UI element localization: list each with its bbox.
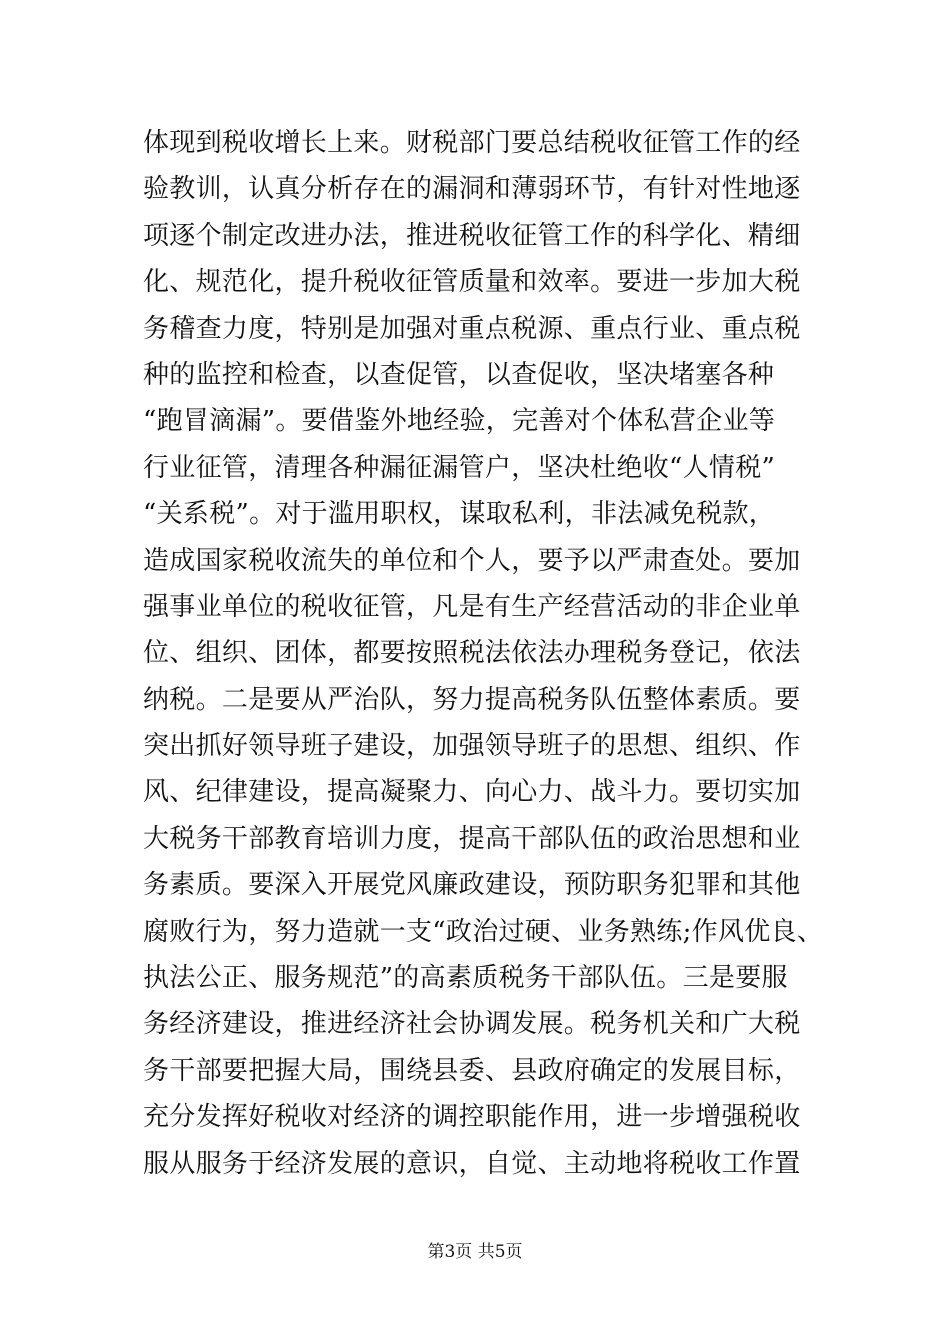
text-line: 纳税。二是要从严治队，努力提高税务队伍整体素质。要 [143, 684, 801, 715]
text-line: 务干部要把握大局，围绕县委、县政府确定的发展目标， [143, 1055, 801, 1086]
text-line: 执法公正、服务规范”的高素质税务干部队伍。三是要服 [143, 963, 788, 994]
text-line: 充分发挥好税收对经济的调控职能作用，进一步增强税收 [143, 1102, 801, 1133]
text-line: 突出抓好领导班子建设，加强领导班子的思想、组织、作 [143, 731, 801, 762]
text-line: “关系税”。对于滥用职权，谋取私利，非法减免税款， [143, 499, 776, 530]
text-line: 服从服务于经济发展的意识，自觉、主动地将税收工作置 [143, 1148, 801, 1179]
text-line: 强事业单位的税收征管，凡是有生产经营活动的非企业单 [143, 591, 801, 622]
text-line: 大税务干部教育培训力度，提高干部队伍的政治思想和业 [143, 823, 801, 854]
text-line: 行业征管，清理各种漏征漏管户，坚决杜绝收“人情税” [143, 452, 776, 483]
text-line: 腐败行为，努力造就一支“政治过硬、业务熟练;作风优良、 [143, 916, 824, 947]
text-line: 体现到税收增长上来。财税部门要总结税收征管工作的经 [143, 128, 801, 158]
text-line: 化、规范化，提升税收征管质量和效率。要进一步加大税 [143, 267, 801, 298]
body-text [143, 120, 843, 1187]
text-line: 造成国家税收流失的单位和个人，要予以严肃查处。要加 [143, 545, 801, 576]
text-line: 种的监控和检查，以查促管，以查促收，坚决堵塞各种 [143, 359, 775, 390]
page-number-footer: 第3页 共5页 [427, 1242, 523, 1262]
text-line: 务稽查力度，特别是加强对重点税源、重点行业、重点税 [143, 313, 801, 344]
text-line: “跑冒滴漏”。要借鉴外地经验，完善对个体私营企业等 [143, 406, 776, 437]
text-line: 务素质。要深入开展党风廉政建设，预防职务犯罪和其他 [143, 870, 801, 901]
text-line: 验教训，认真分析存在的漏洞和薄弱环节，有针对性地逐 [143, 174, 801, 205]
text-line: 位、组织、团体，都要按照税法依法办理税务登记，依法 [143, 638, 801, 669]
text-line: 风、纪律建设，提高凝聚力、向心力、战斗力。要切实加 [143, 777, 801, 808]
text-line: 项逐个制定改进办法，推进税收征管工作的科学化、精细 [143, 220, 801, 251]
text-line: 务经济建设，推进经济社会协调发展。税务机关和广大税 [143, 1009, 801, 1040]
